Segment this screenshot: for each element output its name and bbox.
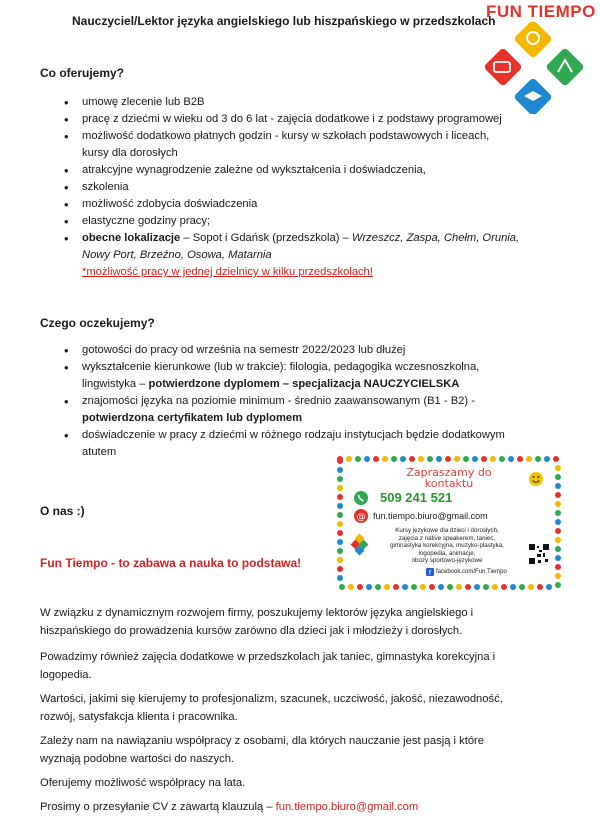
card-heading-1: Zapraszamy do [406,466,492,479]
list-item: • atrakcyjne wynagrodzenie zależne od wykształcenia i doświadczenia, [82,162,542,179]
svg-text:f: f [428,569,432,576]
list-item-locations: • obecne lokalizacje – Sopot i Gdańsk (przedszkola) – Wrzeszcz, Zaspa, Chełm, Orunia, Nowy Port, Brzeźno, Osowa, Matarnia *możliwość pracy w jednej dzielnicy w kilku przedszkolach! [82,230,542,281]
paragraph-4: Zależy nam na nawiązaniu współpracy z osobami, dla których nauczanie jest pasją i które wyznają podobne wartości do naszych. [40,735,484,765]
svg-text:@: @ [356,512,366,523]
list-item: • gotowości do pracy od września na semestr 2022/2023 lub dłużej [82,342,542,359]
card-heading-2: kontaktu [424,477,474,490]
card-logo-icon [352,533,366,565]
list-item: • umowę zlecenie lub B2B [82,94,542,111]
expect-heading: Czego oczekujemy? [40,316,155,330]
qr-code-icon [528,543,550,565]
list-item: • wykształcenie kierunkowe (lub w trakcie): filologia, pedagogika wczesnoszkolna, lingwistyka – potwierdzone dyplomem – specjalizacja NAUCZYCIELSKA [82,359,542,393]
at-icon [354,509,368,523]
list-item: • szkolenia [82,179,542,196]
contact-email-link[interactable]: fun.tiempo.biuro@gmail.com [275,801,419,813]
list-item: • możliwość zdobycia doświadczenia [82,196,542,213]
paragraph-1: W związku z dynamicznym rozwojem firmy, poszukujemy lektorów języka angielskiego i hiszpańskiego do prowadzenia kursów zarówno dla dzieci jak i młodzieży i dorosłych. [40,607,474,637]
contact-card-content [346,465,552,581]
phone-row [354,490,452,505]
about-heading: O nas :) [40,504,85,518]
expect-list [82,342,542,461]
list-item: • możliwość dodatkowo płatnych godzin - kursy w szkołach podstawowych i liceach, [82,128,542,145]
phone-icon [354,491,368,505]
phone-number[interactable]: 509 241 521 [380,490,453,505]
smiley-icon [528,471,544,487]
locations-note: *możliwość pracy w jednej dzielnicy w kilku przedszkolach! [82,266,373,278]
list-item: • pracę z dziećmi w wieku od 3 do 6 lat - zajęcia dodatkowe i z podstawy programowej [82,111,542,128]
page-title: Nauczyciel/Lektor języka angielskiego lub hiszpańskiego w przedszkolach [72,14,496,28]
paragraph-3: Wartości, jakimi się kierujemy to profesjonalizm, szacunek, uczciwość, jakość, niezawodność, rozwój, satysfakcja klienta i pracownika. [40,693,503,723]
logo-text: FUN TIEMPO [486,2,596,21]
contact-card [336,455,562,591]
card-description: Kursy językowe dla dzieci i dorosłych, zajęcia z native speakerem, taniec, gimnastyka korekcyjna, muzyko-plastyka, logopedia, animacje, obozy sportowo-językowe [390,527,504,564]
card-email[interactable]: fun.tiempo.biuro@gmail.com [373,511,488,521]
list-item-continued: kursy dla dorosłych [82,147,178,159]
paragraph-6: Prosimy o przesyłanie CV z zawartą klauzulą – fun.tiempo.biuro@gmail.com [40,801,419,813]
paragraph-2: Powadzimy również zajęcia dodatkowe w przedszkolach jak taniec, gimnastyka korekcyjna i logopedia. [40,651,496,681]
facebook-link[interactable]: facebook.com/Fun.Tiempo [436,569,507,575]
email-row [354,509,488,523]
slogan: Fun Tiempo - to zabawa a nauka to podstawa! [40,556,302,570]
list-item: • znajomości języka na poziomie minimum - średnio zaawansowanym (B1 - B2) - potwierdzona certyfikatem lub dyplomem [82,393,542,427]
facebook-icon [426,568,434,576]
list-item: • doświadczenie w pracy z dziećmi w różnego rodzaju instytucjach będzie dodatkowym atutem [82,427,542,461]
list-item: • elastyczne godziny pracy; [82,213,542,230]
offer-heading: Co oferujemy? [40,66,125,80]
facebook-row [426,568,507,576]
paragraph-5: Oferujemy możliwość współpracy na lata. [40,777,246,789]
offer-list [82,94,542,281]
